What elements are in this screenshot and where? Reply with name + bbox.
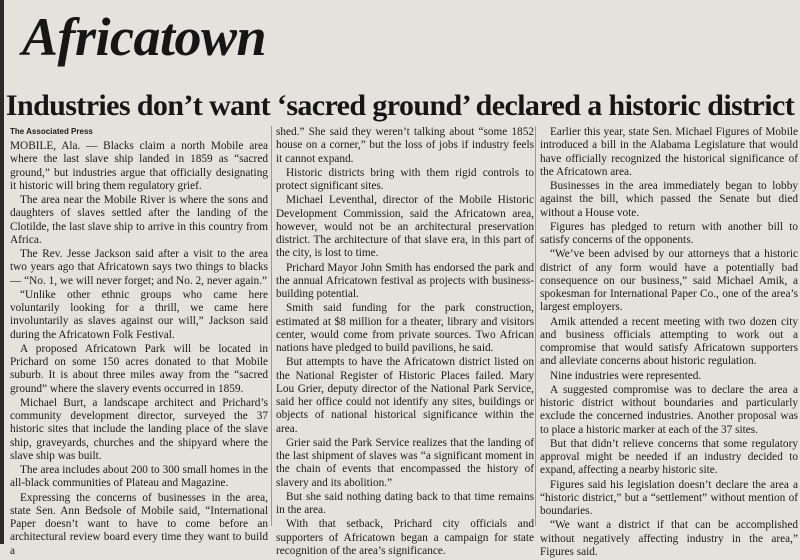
- article-column-2: [276, 126, 534, 559]
- section-kicker: Africatown: [22, 7, 267, 67]
- paragraph: “We’ve been advised by our attorneys that a historic district of any form would have a potentially bad consequence on our business,” said Michael Amik, a spokesman for International Paper Co., one of the area’s largest employers.: [540, 248, 798, 314]
- paragraph: Grier said the Park Service realizes that the landing of the last shipment of slaves was “a significant moment in the chain of events that encompassed the history of slavery and its abolition.”: [276, 436, 534, 489]
- paragraph: MOBILE, Ala. — Blacks claim a north Mobile area where the last slave ship landed in 1859 as “sacred ground,” but industries argue that officially designating it historic will bring them regulatory grief.: [10, 140, 268, 192]
- paragraph: A proposed Africatown Park will be located in Prichard on some 150 acres donated to that Mobile suburb. It is about three miles away from the “sacred ground” where the slavery events occurred in 1859.: [10, 342, 268, 395]
- paragraph: “Unlike other ethnic groups who came here voluntarily looking for a thrill, we came here involuntarily as slaves against our will,” Jackson said during the Africatown Folk Festival.: [10, 288, 268, 341]
- paragraph: Businesses in the area immediately began to lobby against the bill, which passed the Senate but died without a House vote.: [540, 180, 798, 219]
- paragraph: Michael Leventhal, director of the Mobile Historic Development Commission, said the Africatown area, however, would not be an architectural preservation district. The architecture of that slave era, in this part of the city, is lost to time.: [276, 194, 534, 260]
- paragraph: A suggested compromise was to declare the area a historic district without boundaries and particularly exclude the concerned industries. Another proposal was to place a historic marker at each of the 37 sites.: [540, 383, 798, 436]
- paragraph: Historic districts bring with them rigid controls to protect significant sites.: [276, 166, 534, 192]
- paragraph: The Rev. Jesse Jackson said after a visit to the area two years ago that Africatown says two things to blacks — “No. 1, we will never forget; and No. 2, never again.”: [10, 248, 268, 287]
- paragraph: Prichard Mayor John Smith has endorsed the park and the annual Africatown festival as projects with business-building potential.: [276, 261, 534, 300]
- article-column-1: [10, 126, 268, 559]
- column-rule: [535, 126, 536, 526]
- page-edge: [0, 0, 4, 544]
- paragraph: Smith said funding for the park construction, estimated at $8 million for a theater, library and visitors center, would come from private sources. Two African nations have pledged to build pavilions, he said.: [276, 302, 534, 354]
- paragraph: Michael Burt, a landscape architect and Prichard’s community development director, surveyed the 37 historic sites that include the landing place of the slave ship, graveyards, churches and the shipyard where the slave ship was built.: [10, 396, 268, 462]
- paragraph: But she said nothing dating back to that time remains in the area.: [276, 490, 534, 516]
- paragraph: Expressing the concerns of businesses in the area, state Sen. Ann Bedsole of Mobile said, “International Paper doesn’t want to have to come before an architectural review board every time they want to build a: [10, 491, 268, 557]
- paragraph: Figures said his legislation doesn’t declare the area a “historic district,” but a “settlement” without mention of boundaries.: [540, 478, 798, 517]
- paragraph: shed.” She said they weren’t talking about “some 1852 house on a corner,” but the loss of jobs if industry feels it cannot expand.: [276, 126, 534, 165]
- paragraph: Nine industries were represented.: [550, 369, 702, 382]
- paragraph: But attempts to have the Africatown district listed on the National Register of Historic Places failed. Mary Lou Grier, deputy director of the National Park Service, said her office could not identify any sites, buildings or objects of national historical significance within the area.: [276, 356, 534, 435]
- paragraph: “We want a district if that can be accomplished without negatively affecting industry in the area,” Figures said.: [540, 519, 798, 558]
- paragraph: But that didn’t relieve concerns that some regulatory approval might be needed if an industry decided to expand, affecting a nearby historic site.: [540, 437, 798, 477]
- paragraph: Amik attended a recent meeting with two dozen city and business officials attempting to work out a compromise that would satisfy Africatown supporters and alleviate concerns about historic regulation.: [540, 315, 798, 368]
- paragraph: With that setback, Prichard city officials and supporters of Africatown began a campaign for state recognition of the area’s significance.: [276, 518, 534, 557]
- paragraph: Earlier this year, state Sen. Michael Figures of Mobile introduced a bill in the Alabama Legislature that would have officially recognized the historical significance of the Africatown area.: [540, 126, 798, 178]
- paragraph: The area near the Mobile River is where the sons and daughters of slaves settled after the landing of the Clotilde, the last slave ship to arrive in this country from Africa.: [10, 194, 268, 246]
- column-rule: [271, 126, 272, 526]
- paragraph: The area includes about 200 to 300 small homes in the all-black communities of Plateau and Magazine.: [10, 464, 268, 490]
- headline: Industries don’t want ‘sacred ground’ declared a historic district: [5, 89, 795, 122]
- article-column-3: [540, 126, 798, 560]
- paragraph: Figures has pledged to return with another bill to satisfy concerns of the opponents.: [540, 220, 798, 246]
- byline: The Associated Press: [10, 127, 93, 136]
